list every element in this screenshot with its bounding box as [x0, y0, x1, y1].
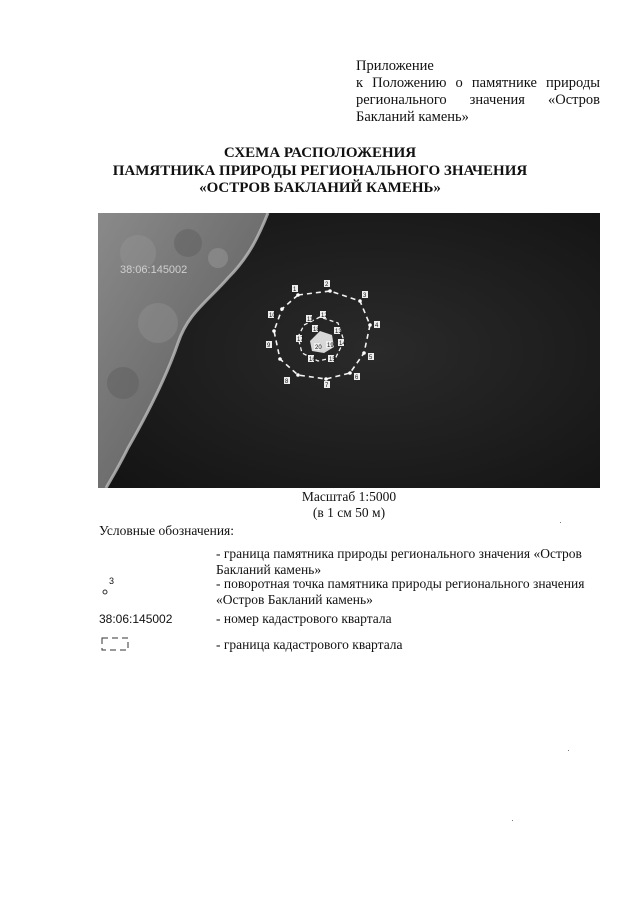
legend-point-text: - поворотная точка памятника природы регионального значения «Остров Бакланий камень»: [216, 576, 585, 607]
point-label: 5: [369, 355, 373, 361]
point-label: 10: [269, 313, 276, 319]
title-line-2: ПАМЯТНИКА ПРИРОДЫ РЕГИОНАЛЬНОГО ЗНАЧЕНИЯ: [112, 162, 528, 179]
point-label: 1: [293, 287, 297, 293]
turning-point: [272, 329, 276, 333]
point-label: 7: [325, 383, 329, 389]
scan-speck: [512, 820, 513, 821]
point-label: 17: [297, 337, 304, 343]
turning-point-symbol-number: 3: [109, 576, 115, 586]
point-label: 12: [321, 313, 328, 319]
cadastral-boundary-symbol: [99, 634, 135, 654]
legend-title: Условные обозначения:: [99, 523, 235, 538]
appendix-line-3: регионального значения «Остров: [356, 92, 600, 108]
appendix-line-4: Бакланий камень»: [356, 109, 469, 125]
appendix-line-2: к Положению о памятнике природы: [356, 75, 600, 91]
point-label: 15: [329, 357, 336, 363]
title-line-1: СХЕМА РАСПОЛОЖЕНИЯ: [223, 145, 417, 161]
scale-ratio: Масштаб 1:5000: [301, 489, 397, 504]
point-label: 3: [363, 293, 367, 299]
scale-description: (в 1 см 50 м): [312, 505, 386, 520]
turning-point: [296, 373, 300, 377]
turning-point: [368, 323, 372, 327]
appendix-line-1: Приложение: [356, 58, 434, 74]
satellite-map: [98, 213, 600, 488]
point-label: 16: [309, 357, 316, 363]
legend-boundary-text: - граница памятника природы регионального значения «Остров Бакланий камень»: [216, 546, 582, 577]
turning-point: [280, 307, 284, 311]
point-label: 14: [339, 341, 346, 347]
turning-point: [296, 293, 300, 297]
scan-speck: [568, 750, 569, 751]
turning-point: [358, 299, 362, 303]
map-svg: [98, 213, 600, 488]
map-cadastral-label: 38:06:145002: [120, 264, 188, 276]
title-line-3: «ОСТРОВ БАКЛАНИЙ КАМЕНЬ»: [199, 180, 441, 196]
point-label: 11: [307, 317, 314, 323]
document-title: [0, 145, 640, 198]
turning-point: [348, 371, 352, 375]
turning-point: [328, 289, 332, 293]
turning-point: [278, 357, 282, 361]
point-label: 13: [335, 329, 342, 335]
turning-point: [324, 377, 328, 381]
scan-speck: [560, 522, 561, 523]
point-label: 19: [327, 343, 334, 349]
point-label: 4: [375, 323, 379, 329]
legend-cadastral-boundary-text: - граница кадастрового квартала: [216, 637, 403, 652]
point-label: 6: [355, 375, 359, 381]
cadastral-boundary-icon: [99, 634, 135, 654]
appendix-block: [356, 58, 600, 126]
point-label: 9: [267, 343, 271, 349]
turning-point: [362, 351, 366, 355]
scale-block: [98, 489, 600, 521]
point-label: 18: [313, 327, 320, 333]
point-label: 2: [325, 282, 329, 288]
point-label: 20: [315, 345, 322, 351]
legend-cadastral-number-text: - номер кадастрового квартала: [216, 611, 392, 626]
point-label: 8: [285, 379, 289, 385]
legend-cadastral-number: 38:06:145002: [99, 612, 173, 626]
turning-point-symbol: [99, 576, 119, 596]
